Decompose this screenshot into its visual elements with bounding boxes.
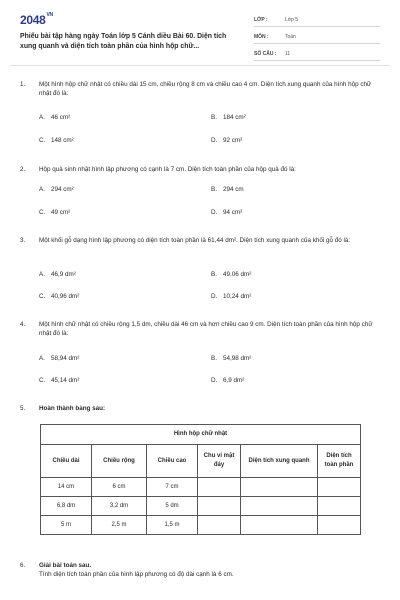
meta-class-value: Lớp 5 (285, 16, 299, 23)
option-text: 54,98 dm² (223, 355, 252, 362)
table-cell: 5 m (41, 516, 92, 535)
question-number: 3. (20, 237, 26, 244)
option-letter: A. (39, 186, 45, 193)
option-d[interactable] (211, 208, 242, 217)
table-blank-cell[interactable] (241, 497, 318, 516)
table-row (41, 497, 361, 516)
option-letter: B. (211, 355, 217, 362)
option-b[interactable] (211, 270, 251, 279)
option-letter: B. (211, 271, 217, 278)
option-c[interactable] (39, 136, 74, 145)
table-header-row (41, 445, 361, 478)
question-text: Hộp quà sinh nhật hình lập phương có cạnh là 7 cm. Diện tích toàn phần của hộp quà đó là: (39, 166, 296, 173)
table-header-cell: Chiều rộng (92, 445, 147, 478)
option-letter: C. (39, 209, 46, 216)
option-letter: D. (211, 377, 218, 384)
table-blank-cell[interactable] (198, 497, 241, 516)
table-cell: 2,5 m (92, 516, 147, 535)
table-blank-cell[interactable] (241, 478, 318, 497)
meta-subject-row (254, 29, 380, 44)
table-blank-cell[interactable] (241, 516, 318, 535)
option-text: 58,94 dm² (51, 355, 80, 362)
table-cell: 1,5 m (147, 516, 198, 535)
option-text: 184 cm² (223, 114, 246, 121)
table-blank-cell[interactable] (198, 516, 241, 535)
option-text: 148 cm² (51, 137, 74, 144)
question-3 (20, 236, 382, 300)
option-letter: C. (39, 137, 46, 144)
meta-count-row (254, 46, 380, 61)
table-cell: 6 cm (92, 478, 147, 497)
option-a[interactable] (39, 113, 70, 122)
question-number: 5. (20, 405, 26, 412)
table-row (41, 478, 361, 497)
logo-text: 2048 (20, 13, 46, 27)
table-cell: 5 dm (147, 497, 198, 516)
question-subtext: Tính diện tích toàn phần của hình lập phương có độ dài cạnh là 6 cm. (39, 571, 234, 579)
option-b[interactable] (211, 185, 244, 194)
option-c[interactable] (39, 292, 79, 301)
option-letter: D. (211, 209, 218, 216)
option-c[interactable] (39, 208, 70, 217)
option-letter: B. (211, 186, 217, 193)
option-text: 40,96 dm² (51, 293, 80, 300)
table-cell: 14 cm (41, 478, 92, 497)
option-d[interactable] (211, 136, 242, 145)
question-text: Một hình hộp chữ nhật có chiều dài 15 cm, chiều rộng 8 cm và chiều cao 4 cm. Diện tích xung quanh của hình hộp chữ nhật đó là: (39, 81, 372, 98)
table-header-cell: Diện tích toàn phần (318, 445, 361, 478)
option-text: 46,9 dm² (51, 271, 76, 278)
header-divider (10, 65, 390, 66)
option-letter: A. (39, 355, 45, 362)
meta-subject-value: Toán (285, 33, 296, 40)
site-logo[interactable] (20, 12, 53, 29)
option-b[interactable] (211, 354, 251, 363)
question-text: Một khối gỗ dạng hình lập phương có diện tích toàn phần là 61,44 dm². Diện tích xung quanh của khối gỗ đó là: (39, 237, 351, 244)
table-header-cell: Chiều dài (41, 445, 92, 478)
table-cell: 7 cm (147, 478, 198, 497)
table-header-cell: Diện tích xung quanh (241, 445, 318, 478)
question-4 (20, 320, 382, 384)
table-row (41, 516, 361, 535)
table-header-cell: Chiều cao (147, 445, 198, 478)
question-2 (20, 165, 382, 216)
option-text: 294 cm (223, 186, 244, 193)
option-a[interactable] (39, 185, 74, 194)
option-letter: C. (39, 293, 46, 300)
option-letter: B. (211, 114, 217, 121)
meta-count-label: SỐ CÂU : (254, 50, 277, 57)
option-text: 10,24 dm² (223, 293, 252, 300)
dimensions-table (40, 424, 361, 535)
question-number: 6. (20, 562, 26, 569)
meta-subject-label: MÔN : (254, 33, 269, 40)
option-text: 46 cm² (51, 114, 71, 121)
option-a[interactable] (39, 270, 76, 279)
table-blank-cell[interactable] (318, 478, 361, 497)
option-text: 49,06 dm² (223, 271, 252, 278)
question-number: 4. (20, 321, 26, 328)
worksheet-header (0, 0, 400, 66)
option-d[interactable] (211, 292, 251, 301)
question-text: Hoàn thành bảng sau: (39, 405, 106, 412)
option-letter: C. (39, 377, 46, 384)
option-text: 92 cm² (223, 137, 243, 144)
question-5 (20, 404, 382, 413)
option-text: 49 cm² (51, 209, 71, 216)
option-letter: D. (211, 137, 218, 144)
table-blank-cell[interactable] (318, 516, 361, 535)
table-blank-cell[interactable] (318, 497, 361, 516)
table-cell: 6,8 dm (41, 497, 92, 516)
table-blank-cell[interactable] (198, 478, 241, 497)
table-caption-row (41, 425, 361, 445)
option-b[interactable] (211, 113, 246, 122)
question-number: 1. (20, 81, 26, 88)
question-text: Một hình chữ nhật có chiều rộng 1,5 dm, chiều dài 46 cm và hơn chiều cao 9 cm. Diện tích toàn phần của hình hộp chữ nhật đó là: (39, 321, 373, 338)
question-number: 2. (20, 166, 26, 173)
question-6 (20, 561, 382, 579)
option-text: 45,14 dm² (51, 377, 80, 384)
option-letter: D. (211, 293, 218, 300)
worksheet-title: Phiếu bài tập hàng ngày Toán lớp 5 Cánh diều Bài 60. Diện tích xung quanh và diện tích toàn phần của hình hộp chữ... (20, 33, 227, 50)
table-cell: 3,2 dm (92, 497, 147, 516)
option-d[interactable] (211, 376, 244, 385)
meta-count-value: 11 (285, 50, 291, 57)
option-letter: A. (39, 271, 45, 278)
question-text: Giải bài toán sau. (39, 562, 92, 569)
table-header-cell: Chu vi mặt đáy (198, 445, 241, 478)
meta-class-row (254, 12, 380, 27)
option-text: 294 cm² (51, 186, 74, 193)
option-text: 94 cm² (223, 209, 243, 216)
question-1 (20, 80, 382, 144)
logo-suffix: VN (46, 12, 53, 18)
option-text: 6,9 dm² (223, 377, 245, 384)
option-a[interactable] (39, 354, 79, 363)
option-letter: A. (39, 114, 45, 121)
table-caption: Hình hộp chữ nhật (41, 425, 361, 445)
option-c[interactable] (39, 376, 79, 385)
meta-class-label: LỚP : (254, 16, 268, 23)
